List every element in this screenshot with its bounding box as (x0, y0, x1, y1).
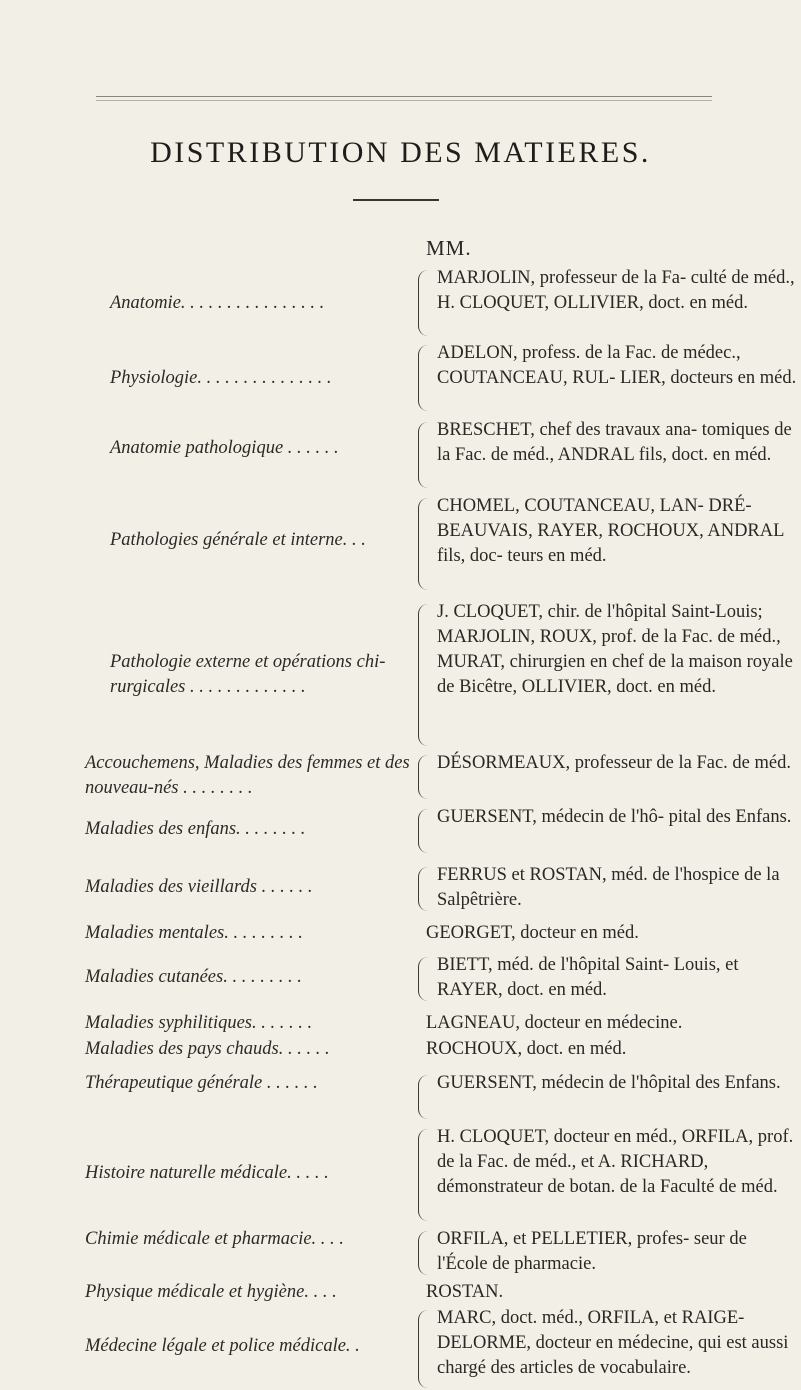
subject-label: Histoire naturelle médicale. . . . . (85, 1163, 329, 1183)
subject-label: Accouchemens, Maladies des femmes et des nouveau-nés . . . . . . . . (85, 753, 410, 798)
title-underline (353, 199, 439, 201)
brace (418, 345, 433, 411)
top-rule (96, 96, 712, 97)
subject-label: Anatomie pathologique . . . . . . (110, 438, 339, 458)
entry-anatomie-pathologique (0, 418, 801, 493)
entry-maladies-mentales (0, 921, 801, 949)
brace (418, 809, 433, 853)
entry-medecine-legale (0, 1306, 801, 1390)
brace (418, 604, 433, 746)
subject-label: Anatomie. . . . . . . . . . . . . . . . (110, 293, 325, 313)
subject-label: Maladies des enfans. . . . . . . . (85, 819, 306, 839)
subject-label: Pathologie externe et opérations chi- rurgicales . . . . . . . . . . . . . (110, 652, 386, 697)
subject-label: Physique médicale et hygiène. . . . (85, 1282, 337, 1302)
page-title: DISTRIBUTION DES MATIERES. (150, 136, 651, 169)
authors-text: MARC, doct. méd., ORFILA, et RAIGE-DELORME, docteur en médecine, qui est aussi chargé des articles de vocabulaire. (437, 1308, 789, 1378)
authors-text: H. CLOQUET, docteur en méd., ORFILA, prof. de la Fac. de méd., et A. RICHARD, démonstrateur de botan. de la Faculté de méd. (437, 1127, 794, 1197)
entry-pathologie-externe (0, 600, 801, 750)
entry-accouchemens (0, 751, 801, 801)
entry-therapeutique (0, 1071, 801, 1121)
entry-maladies-vieillards (0, 863, 801, 913)
subject-label: Pathologies générale et interne. . . (110, 530, 366, 550)
entry-pathologies-generale (0, 494, 801, 594)
top-rule-thin (96, 100, 712, 101)
brace (418, 422, 433, 488)
entry-maladies-syphilitiques (0, 1011, 801, 1039)
subject-label: Maladies syphilitiques. . . . . . . (85, 1013, 313, 1033)
subject-label: Chimie médicale et pharmacie. . . . (85, 1229, 344, 1249)
brace (418, 1231, 433, 1275)
authors-text: MARJOLIN, professeur de la Fa- culté de méd., H. CLOQUET, OLLIVIER, doct. en méd. (437, 268, 795, 313)
authors-text: J. CLOQUET, chir. de l'hôpital Saint-Louis; MARJOLIN, ROUX, prof. de la Fac. de méd., MURAT, chirurgien en chef de la maison royale de Bicêtre, OLLIVIER, doct. en méd. (437, 602, 793, 697)
entry-maladies-enfans (0, 805, 801, 855)
entry-physique (0, 1280, 801, 1308)
brace (418, 755, 433, 799)
brace (418, 867, 433, 911)
subject-label: Maladies des vieillards . . . . . . (85, 877, 313, 897)
authors-text: ROSTAN. (426, 1282, 504, 1302)
entry-chimie (0, 1227, 801, 1277)
subject-label: Maladies cutanées. . . . . . . . . (85, 967, 302, 987)
authors-text: DÉSORMEAUX, professeur de la Fac. de méd. (437, 753, 791, 773)
mm-header: MM. (426, 236, 472, 260)
subject-label: Maladies des pays chauds. . . . . . (85, 1039, 330, 1059)
authors-text: ADELON, profess. de la Fac. de médec., COUTANCEAU, RUL- LIER, docteurs en méd. (437, 343, 797, 388)
entry-histoire-naturelle (0, 1125, 801, 1225)
authors-text: GUERSENT, médecin de l'hô- pital des Enfans. (437, 807, 792, 827)
entry-physiologie (0, 341, 801, 416)
brace (418, 1310, 433, 1388)
authors-text: BIETT, méd. de l'hôpital Saint- Louis, et RAYER, doct. en méd. (437, 955, 739, 1000)
entry-maladies-cutanees (0, 953, 801, 1003)
authors-text: GUERSENT, médecin de l'hôpital des Enfans. (437, 1073, 781, 1093)
brace (418, 498, 433, 590)
subject-label: Médecine légale et police médicale. . (85, 1336, 360, 1356)
authors-text: FERRUS et ROSTAN, méd. de l'hospice de la Salpêtrière. (437, 865, 780, 910)
brace (418, 957, 433, 1001)
authors-text: BRESCHET, chef des travaux ana- tomiques de la Fac. de méd., ANDRAL fils, doct. en méd. (437, 420, 792, 465)
entry-anatomie (0, 266, 801, 341)
brace (418, 1129, 433, 1221)
brace (418, 1075, 433, 1119)
authors-text: ORFILA, et PELLETIER, profes- seur de l'École de pharmacie. (437, 1229, 747, 1274)
authors-text: ROCHOUX, doct. en méd. (426, 1039, 627, 1059)
subject-label: Physiologie. . . . . . . . . . . . . . . (110, 368, 332, 388)
authors-text: CHOMEL, COUTANCEAU, LAN- DRÉ-BEAUVAIS, RAYER, ROCHOUX, ANDRAL fils, doc- teurs en méd. (437, 496, 784, 566)
subject-label: Maladies mentales. . . . . . . . . (85, 923, 303, 943)
brace (418, 270, 433, 336)
subject-label: Thérapeutique générale . . . . . . (85, 1073, 318, 1093)
authors-text: GEORGET, docteur en méd. (426, 923, 639, 943)
entry-maladies-pays-chauds (0, 1037, 801, 1065)
authors-text: LAGNEAU, docteur en médecine. (426, 1013, 683, 1033)
